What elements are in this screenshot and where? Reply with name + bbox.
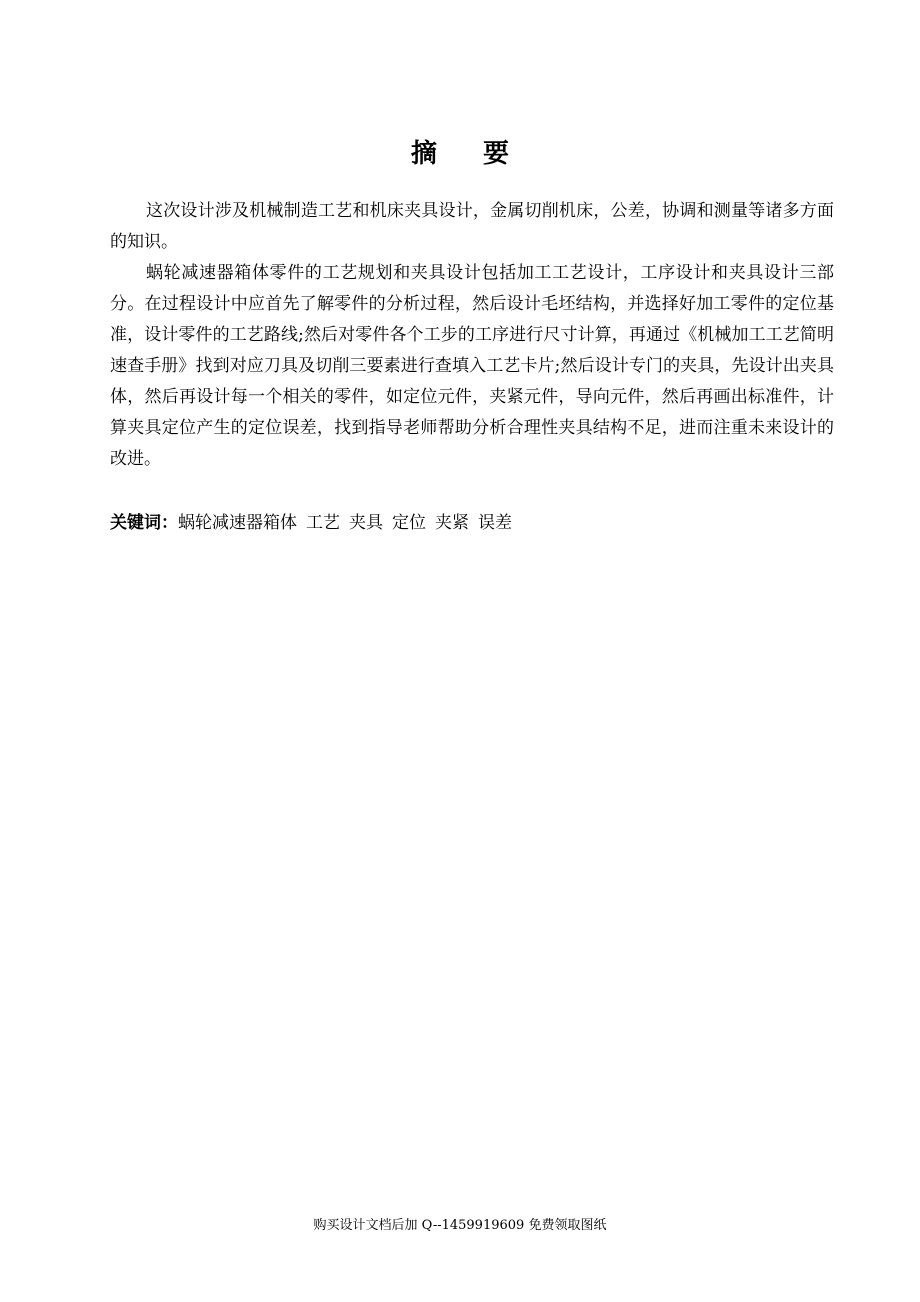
keywords-label: 关键词： bbox=[110, 513, 178, 533]
abstract-body bbox=[110, 196, 834, 475]
keyword-item: 误差 bbox=[478, 513, 512, 533]
keyword-item: 工艺 bbox=[306, 513, 340, 533]
keyword-item: 蜗轮减速器箱体 bbox=[178, 513, 297, 533]
page-title: 摘要 bbox=[410, 139, 555, 169]
abstract-paragraph-2: 蜗轮减速器箱体零件的工艺规划和夹具设计包括加工工艺设计，工序设计和夹具设计三部分。在过程设计中应首先了解零件的分析过程，然后设计毛坯结构，并选择好加工零件的定位基准，设计零件的工艺路线;然后对零件各个工步的工序进行尺寸计算，再通过《机械加工工艺简明速查手册》找到对应刀具及切削三要素进行查填入工艺卡片;然后设计专门的夹具，先设计出夹具体，然后再设计每一个相关的零件，如定位元件，夹紧元件，导向元件，然后再画出标准件，计算夹具定位产生的定位误差，找到指导老师帮助分析合理性夹具结构不足，进而注重未来设计的改进。 bbox=[110, 263, 834, 469]
keywords-line bbox=[110, 508, 834, 539]
keyword-item: 夹具 bbox=[349, 513, 383, 533]
keyword-item: 定位 bbox=[392, 513, 426, 533]
keyword-item: 夹紧 bbox=[435, 513, 469, 533]
abstract-paragraph-1: 这次设计涉及机械制造工艺和机床夹具设计，金属切削机床，公差，协调和测量等诸多方面的知识。 bbox=[110, 201, 834, 252]
footer-note: 购买设计文档后加 Q--1459919609 免费领取图纸 bbox=[313, 1218, 607, 1233]
